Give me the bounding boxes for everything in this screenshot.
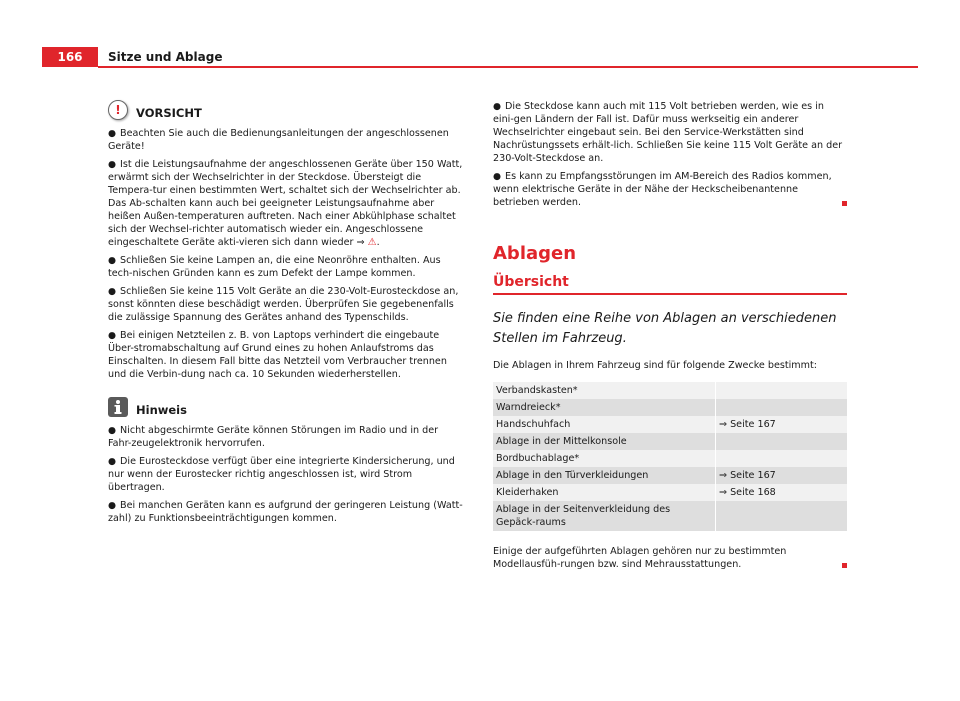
- subsection-title: Übersicht: [493, 274, 569, 290]
- table-lead: Die Ablagen in Ihrem Fahrzeug sind für folgende Zwecke bestimmt:: [493, 359, 817, 371]
- info-icon: [108, 397, 128, 417]
- table-row: Verbandskasten*: [493, 382, 847, 399]
- page-reference-link[interactable]: ⇒ Seite 167: [719, 418, 776, 430]
- end-marker-icon: [842, 201, 847, 206]
- table-row: Ablage in der Seitenverkleidung des Gepäck-raums: [493, 501, 847, 531]
- hint-bullet: ● Die Eurosteckdose verfügt über eine integrierte Kindersicherung, und nur wenn der Eurostecker richtig angeschlossen ist, wird Strom übertragen.: [108, 456, 455, 493]
- header-rule: [98, 66, 918, 68]
- warning-circle-icon: !: [108, 100, 128, 120]
- hint-bullet: ● Nicht abgeschirmte Geräte können Störungen im Radio und in der Fahr-zeugelektronik hervorrufen.: [108, 425, 439, 449]
- warning-bullet: ● Beachten Sie auch die Bedienungsanleitungen der angeschlossenen Geräte!: [108, 128, 449, 152]
- table-row: Ablage in den Türverkleidungen ⇒ Seite 167: [493, 467, 847, 484]
- socket-bullet: ● Es kann zu Empfangsstörungen im AM-Bereich des Radios kommen, wenn elektrische Geräte in der Nähe der Heckscheibenantenne betrieben werden.: [493, 170, 847, 209]
- table-row: Ablage in der Mittelkonsole: [493, 433, 847, 450]
- page-number: 166: [42, 47, 98, 67]
- page-reference-link[interactable]: ⇒ Seite 167: [719, 469, 776, 481]
- subsection-rule: [493, 293, 847, 295]
- left-column: [108, 100, 463, 530]
- warning-title: VORSICHT: [136, 106, 202, 120]
- running-header: Sitze und Ablage: [108, 50, 223, 64]
- warning-bullet: ● Bei einigen Netzteilen z. B. von Laptops verhindert die eingebaute Über-stromabschaltung auf Grund eines zu hohen Anlaufstroms das Einschalten. In diesem Fall bitte das Netzteil vom Verbraucher trennen und die Verbin-dung nach ca. 10 Sekunden wiederherstellen.: [108, 330, 447, 380]
- warning-triangle-icon[interactable]: ⚠: [367, 237, 377, 248]
- warning-bullet: ● Schließen Sie keine 115 Volt Geräte an die 230-Volt-Eurosteckdose an, sonst könnten diese beschädigt werden. Überprüfen Sie gegebenenfalls die zulässige Spannung des Gerätes anhand des Typenschilds.: [108, 286, 459, 323]
- warning-bullet: ● Ist die Leistungsaufnahme der angeschlossenen Geräte über 150 Watt, erwärmt sich der Wechselrichter in der Steckdose. Übersteigt die Tempera-tur einen bestimmten Wert, schaltet sich der Wechselrichter ab. Das Ab-schalten kann auch bei geeigneter Leistungsaufnahme aber heißen Außen-temperaturen auftreten. Nach einer Abkühlphase schaltet sich der Wechsel-richter automatisch wieder ein. Angeschlossene eingeschaltete Geräte akti-vieren sich dann wieder ⇒ ⚠.: [108, 159, 463, 248]
- page-reference-link[interactable]: ⇒ Seite 168: [719, 486, 776, 498]
- table-row: Bordbuchablage*: [493, 450, 847, 467]
- table-row: Warndreieck*: [493, 399, 847, 416]
- table-row: Handschuhfach ⇒ Seite 167: [493, 416, 847, 433]
- end-marker-icon: [842, 563, 847, 568]
- hint-title: Hinweis: [136, 403, 187, 417]
- hint-bullet: ● Bei manchen Geräten kann es aufgrund der geringeren Leistung (Watt-zahl) zu Funktionsbeeinträchtigungen kommen.: [108, 500, 463, 524]
- warning-bullet: ● Schließen Sie keine Lampen an, die eine Neonröhre enthalten. Aus tech-nischen Gründen kann es zum Defekt der Lampe kommen.: [108, 255, 441, 279]
- intro-text: Sie finden eine Reihe von Ablagen an verschiedenen Stellen im Fahrzeug.: [493, 310, 837, 346]
- section-title: Ablagen: [493, 243, 577, 264]
- table-row: Kleiderhaken ⇒ Seite 168: [493, 484, 847, 501]
- right-column: [493, 100, 847, 576]
- hint-heading: [108, 397, 463, 417]
- warning-heading: [108, 100, 463, 120]
- socket-bullet: ● Die Steckdose kann auch mit 115 Volt betrieben werden, wie es in eini-gen Ländern der Fall ist. Dafür muss werkseitig ein anderer Wechselrichter eingebaut sein. Bei den Service-Werkstätten sind Nachrüstungssets erhält-lich. Schließen Sie keine 115 Volt Geräte an der 230-Volt-Steckdose an.: [493, 101, 843, 164]
- footer-note: Einige der aufgeführten Ablagen gehören nur zu bestimmten Modellausfüh-rungen bzw. sind Mehrausstattungen.: [493, 545, 847, 571]
- storage-table: [493, 382, 847, 531]
